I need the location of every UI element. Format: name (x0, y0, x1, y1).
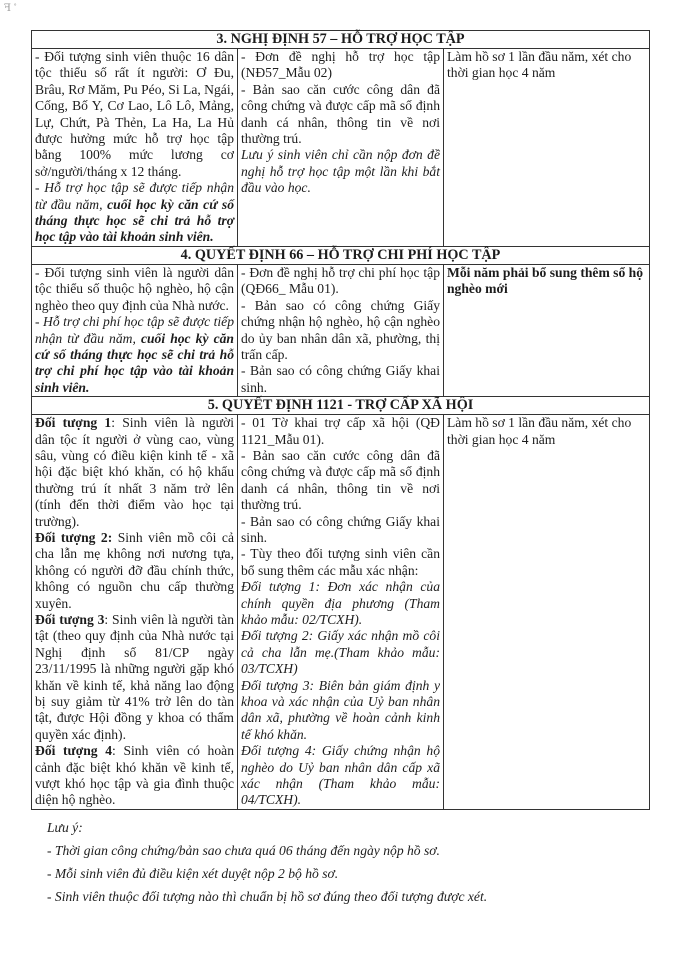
document-item: - Bản sao căn cước công dân đã công chứng và được cấp mã số định danh cá nhân, thông tin về nơi thường trú. (241, 81, 440, 147)
document-item: Đối tượng 2: Giấy xác nhận mồ côi cả cha lẫn mẹ.(Tham khảo mẫu: 03/TCXH) (241, 628, 440, 677)
document-item: - Đơn đề nghị hỗ trợ chi phí học tập (QĐ66_ Mẫu 01). (241, 264, 440, 297)
documents-cell (238, 415, 444, 810)
eligibility-text: cuối học kỳ căn cứ số tháng thực học sẽ chi trả hỗ trợ học tập vào tài khoản sinh viên. (35, 196, 234, 245)
section-body-row (32, 415, 650, 810)
eligibility-text: - Hỗ trợ học tập sẽ được tiếp nhận từ đầu năm, (35, 180, 234, 212)
note-item: - Mỗi sinh viên đủ điều kiện xét duyệt nộp 2 bộ hồ sơ. (47, 865, 339, 881)
section-body-row (32, 264, 650, 396)
document-item: - Bản sao có công chứng Giấy khai sinh. (241, 363, 440, 395)
eligibility-text: Sinh viên mồ côi cả cha lẫn mẹ không nơi nương tựa, không có người đỡ đầu chính thức, không có nguồn chu cấp thường xuyên. (35, 529, 234, 611)
eligibility-text: cuối học kỳ căn cứ số tháng thực học sẽ chi trả hỗ trợ chi phí học tập vào tài khoản sinh viên. (35, 330, 234, 395)
document-item: Đối tượng 1: Đơn xác nhận của chính quyền địa phương (Tham khảo mẫu: 02/TCXH). (241, 579, 440, 627)
document-page (31, 30, 650, 908)
section-heading: 4. QUYẾT ĐỊNH 66 – HỖ TRỢ CHI PHÍ HỌC TẬP (32, 246, 650, 264)
timing-note-cell: Mỗi năm phải bổ sung thêm sổ hộ nghèo mới (444, 264, 650, 396)
eligibility-text: : Sinh viên là người dân tộc ít người ở vùng cao, vùng sâu, vùng có điều kiện kinh tế - xã hội đặc biệt khó khăn, có hộ khẩu thường trú ít nhất 3 năm trở lên (tính đến thời điểm vào học tại trường). (35, 415, 234, 529)
documents-cell (238, 264, 444, 396)
eligibility-text: - Đối tượng sinh viên thuộc 16 dân tộc thiểu số rất ít người: Ơ Đu, Brâu, Rơ Măm, Pu Péo, Si La, Ngái, Cống, Bố Y, Cơ Lao, Lô Lô, Mảng, Lự, Chứt, Pà Thẻn, La Ha, La Hủ được hưởng mức hỗ trợ học tập bằng 100% mức lương cơ sở/người/tháng x 12 tháng. (35, 49, 235, 179)
document-item: - Đơn đề nghị hỗ trợ học tập (NĐ57_Mẫu 02) (241, 49, 440, 81)
notes-title: Lưu ý: (47, 819, 83, 835)
document-item: - Bản sao có công chứng Giấy khai sinh. (241, 513, 440, 545)
document-item: - 01 Tờ khai trợ cấp xã hội (QĐ 1121_Mẫu 01). (241, 415, 440, 447)
support-table (31, 30, 650, 810)
eligibility-text: : Sinh viên có hoàn cảnh đặc biệt khó khăn về kinh tế, vượt khó học tập và gia đình thuộc diện hộ nghèo. (35, 743, 234, 808)
timing-note-cell: Làm hồ sơ 1 lần đầu năm, xét cho thời gian học 4 năm (444, 49, 650, 247)
document-item: Đối tượng 4: Giấy chứng nhận hộ nghèo do Uỷ ban nhân dân cấp xã xác nhận (Tham khảo mẫu: 04/TCXH). (241, 743, 440, 808)
target-group-label: Đối tượng 3 (35, 612, 105, 627)
page-corner-mark: ꟻ ˚ (4, 3, 17, 14)
document-item: - Tùy theo đối tượng sinh viên cần bổ sung thêm các mẫu xác nhận: (241, 546, 440, 578)
target-group-label: Đối tượng 2: (35, 529, 113, 545)
eligibility-cell (32, 264, 238, 396)
notes-section (31, 816, 650, 908)
document-item: - Bản sao căn cước công dân đã công chứng và được cấp mã số định danh cá nhân, thông tin về nơi thường trú. (241, 447, 440, 513)
document-item: Đối tượng 3: Biên bản giám định y khoa và xác nhận của Uỷ ban nhân dân xã, phường về hoàn cảnh kinh tế khó khăn. (241, 677, 440, 742)
eligibility-text: - Đối tượng sinh viên là người dân tộc thiểu số thuộc hộ nghèo, hộ cận nghèo theo quy định của Nhà nước. (35, 264, 234, 313)
eligibility-cell (32, 415, 238, 810)
document-item: Lưu ý sinh viên chỉ cần nộp đơn đề nghị hỗ trợ học tập một lần khi bắt đầu vào học. (241, 147, 440, 196)
document-item: - Bản sao có công chứng Giấy chứng nhận hộ nghèo, hộ cận nghèo do ủy ban nhân dân xã, phường, thị trấn cấp. (241, 297, 440, 362)
documents-cell (238, 49, 444, 247)
note-item: - Thời gian công chứng/bản sao chưa quá 06 tháng đến ngày nộp hồ sơ. (47, 842, 440, 858)
section-heading: 5. QUYẾT ĐỊNH 1121 - TRỢ CẤP XÃ HỘI (32, 397, 650, 415)
eligibility-text: : Sinh viên là người tàn tật (theo quy định của Nhà nước tại Nghị định số 81/CP ngày 23/11/1995 là những người gặp khó khăn về kinh tế, khả năng lao động bị suy giảm từ 41% trở lên do tàn tật, được Hội đồng y khoa có thẩm quyền xác định). (35, 612, 234, 742)
target-group-label: Đối tượng 4 (35, 743, 113, 759)
section-heading-row (32, 397, 650, 415)
eligibility-cell (32, 49, 238, 247)
timing-note-cell: Làm hồ sơ 1 lần đầu năm, xét cho thời gian học 4 năm (444, 415, 650, 810)
eligibility-text: - Hỗ trợ chi phí học tập sẽ được tiếp nhận từ đầu năm, (35, 314, 234, 346)
section-heading-row (32, 31, 650, 49)
note-item: - Sinh viên thuộc đối tượng nào thì chuẩn bị hồ sơ đúng theo đối tượng được xét. (47, 888, 488, 904)
target-group-label: Đối tượng 1 (35, 415, 112, 431)
section-heading-row (32, 246, 650, 264)
section-heading: 3. NGHỊ ĐỊNH 57 – HỖ TRỢ HỌC TẬP (32, 31, 650, 49)
section-body-row (32, 49, 650, 247)
